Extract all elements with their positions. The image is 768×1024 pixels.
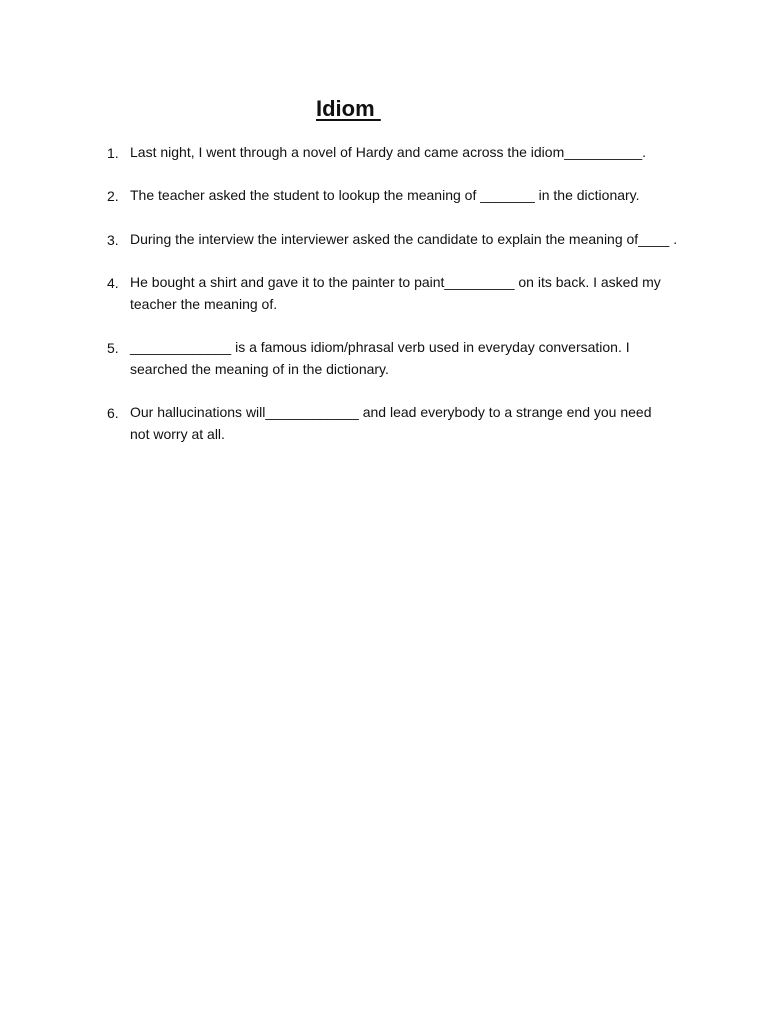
question-text: Last night, I went through a novel of Hardy and came across the idiom__________. — [130, 144, 646, 160]
question-text: Our hallucinations will____________ and lead everybody to a strange end you need not worry at all. — [130, 404, 652, 442]
question-text: _____________ is a famous idiom/phrasal verb used in everyday conversation. I searched the meaning of in the dictionary. — [130, 339, 630, 377]
question-number: 4. — [107, 275, 119, 291]
question-number: 6. — [107, 405, 119, 421]
question-number: 2. — [107, 188, 119, 204]
question-text: He bought a shirt and gave it to the painter to paint_________ on its back. I asked my teacher the meaning of. — [130, 274, 661, 312]
question-number: 1. — [107, 145, 119, 161]
question-number: 5. — [107, 340, 119, 356]
question-text: During the interview the interviewer asked the candidate to explain the meaning of____ . — [130, 231, 678, 247]
question-text: The teacher asked the student to lookup the meaning of _______ in the dictionary. — [130, 187, 640, 203]
document-title: Idiom — [316, 96, 381, 121]
question-number: 3. — [107, 232, 119, 248]
